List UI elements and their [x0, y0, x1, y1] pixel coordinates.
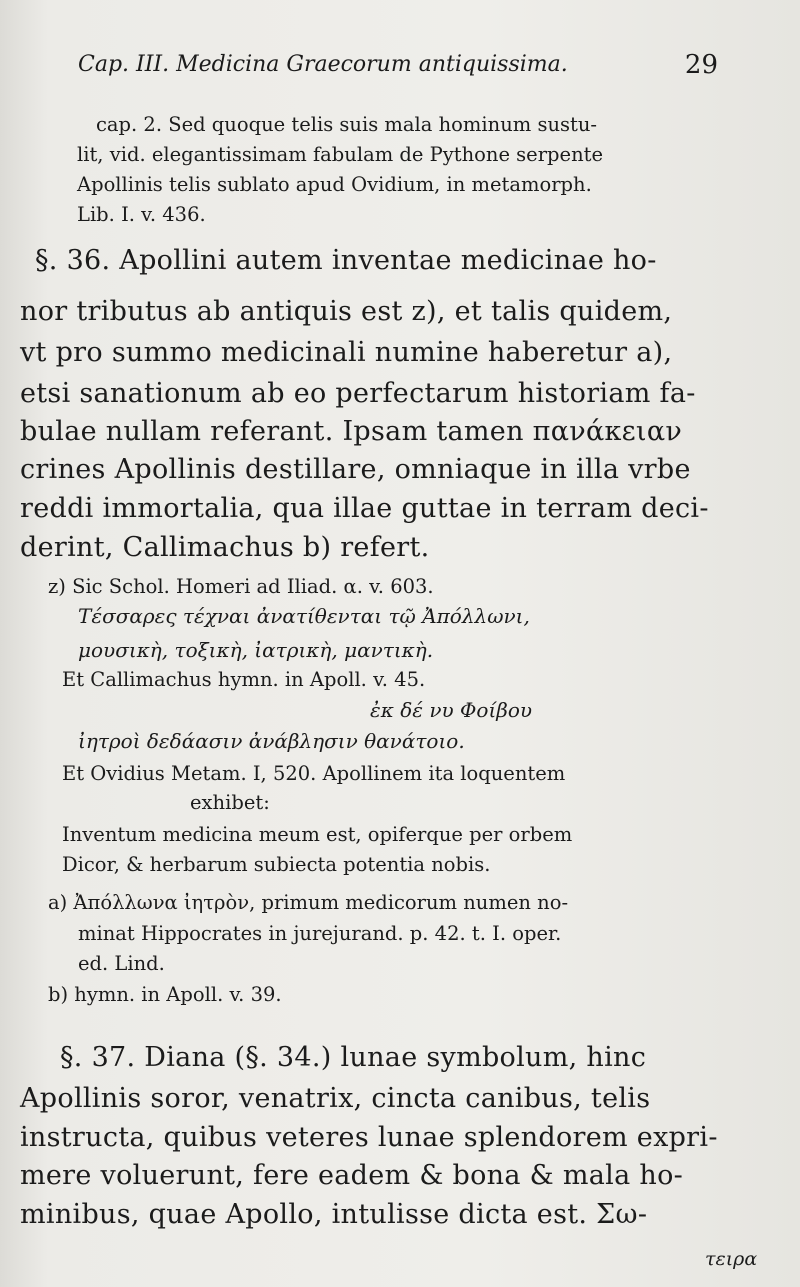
footnote-line: Et Callimachus hymn. in Apoll. v. 45.: [62, 668, 426, 691]
greek-quote-line: ἐκ δέ νυ Φοίβου: [370, 698, 533, 722]
footnote-line: Lib. I. v. 436.: [77, 203, 206, 226]
body-line: instructa, quibus veteres lunae splendorem expri-: [20, 1122, 718, 1153]
verse-line: Dicor, & herbarum subiecta potentia nobis.: [62, 853, 491, 876]
body-line: mere voluerunt, fere eadem & bona & mala ho-: [20, 1160, 684, 1191]
body-line: bulae nullam referant. Ipsam tamen πανάκειαν: [20, 416, 683, 447]
footnote-line: cap. 2. Sed quoque telis suis mala hominum sustu-: [96, 113, 598, 136]
footnote-line: Et Ovidius Metam. I, 520. Apollinem ita loquentem: [62, 762, 566, 785]
verse-line: Inventum medicina meum est, opiferque per orbem: [62, 823, 573, 846]
footnote-line: Apollinis telis sublato apud Ovidium, in metamorph.: [77, 173, 592, 196]
body-line: minibus, quae Apollo, intulisse dicta est. Σω-: [20, 1199, 648, 1230]
footnote-line: b) hymn. in Apoll. v. 39.: [48, 983, 282, 1006]
greek-quote-line: Τέσσαρες τέχναι ἀνατίθενται τῷ Ἀπόλλωνι,: [78, 604, 530, 628]
footnote-line: minat Hippocrates in jurejurand. p. 42. t. I. oper.: [78, 922, 562, 945]
running-header: [78, 50, 718, 80]
body-line: nor tributus ab antiquis est z), et talis quidem,: [20, 296, 673, 327]
body-line: crines Apollinis destillare, omniaque in illa vrbe: [20, 454, 691, 485]
footnote-line: exhibet:: [190, 791, 270, 814]
footnote-line: a) Ἀπόλλωνα ἰητρὸν, primum medicorum numen no-: [48, 891, 569, 914]
body-line: §. 36. Apollini autem inventae medicinae ho-: [35, 245, 657, 276]
greek-quote-line: μουσικὴ, τοξικὴ, ἰατρικὴ, μαντικὴ.: [78, 638, 434, 662]
body-line: vt pro summo medicinali numine haberetur a),: [20, 337, 673, 368]
body-line: etsi sanationum ab eo perfectarum historiam fa-: [20, 378, 696, 409]
footnote-line: z) Sic Schol. Homeri ad Iliad. α. v. 603.: [48, 575, 434, 598]
body-line: derint, Callimachus b) refert.: [20, 532, 430, 563]
greek-quote-line: ἰητροὶ δεδάασιν ἀνάβλησιν θανάτοιο.: [78, 729, 465, 753]
body-line: Apollinis soror, venatrix, cincta canibus, telis: [20, 1083, 651, 1114]
body-line: reddi immortalia, qua illae guttae in terram deci-: [20, 493, 709, 524]
footnote-line: lit, vid. elegantissimam fabulam de Pythone serpente: [77, 143, 604, 166]
body-line: §. 37. Diana (§. 34.) lunae symbolum, hinc: [60, 1042, 647, 1073]
running-title: Cap. III. Medicina Graecorum antiquissima.: [78, 52, 568, 77]
page-number: 29: [684, 50, 718, 80]
footnote-line: ed. Lind.: [78, 952, 165, 975]
catchword: τειρα: [705, 1248, 758, 1270]
